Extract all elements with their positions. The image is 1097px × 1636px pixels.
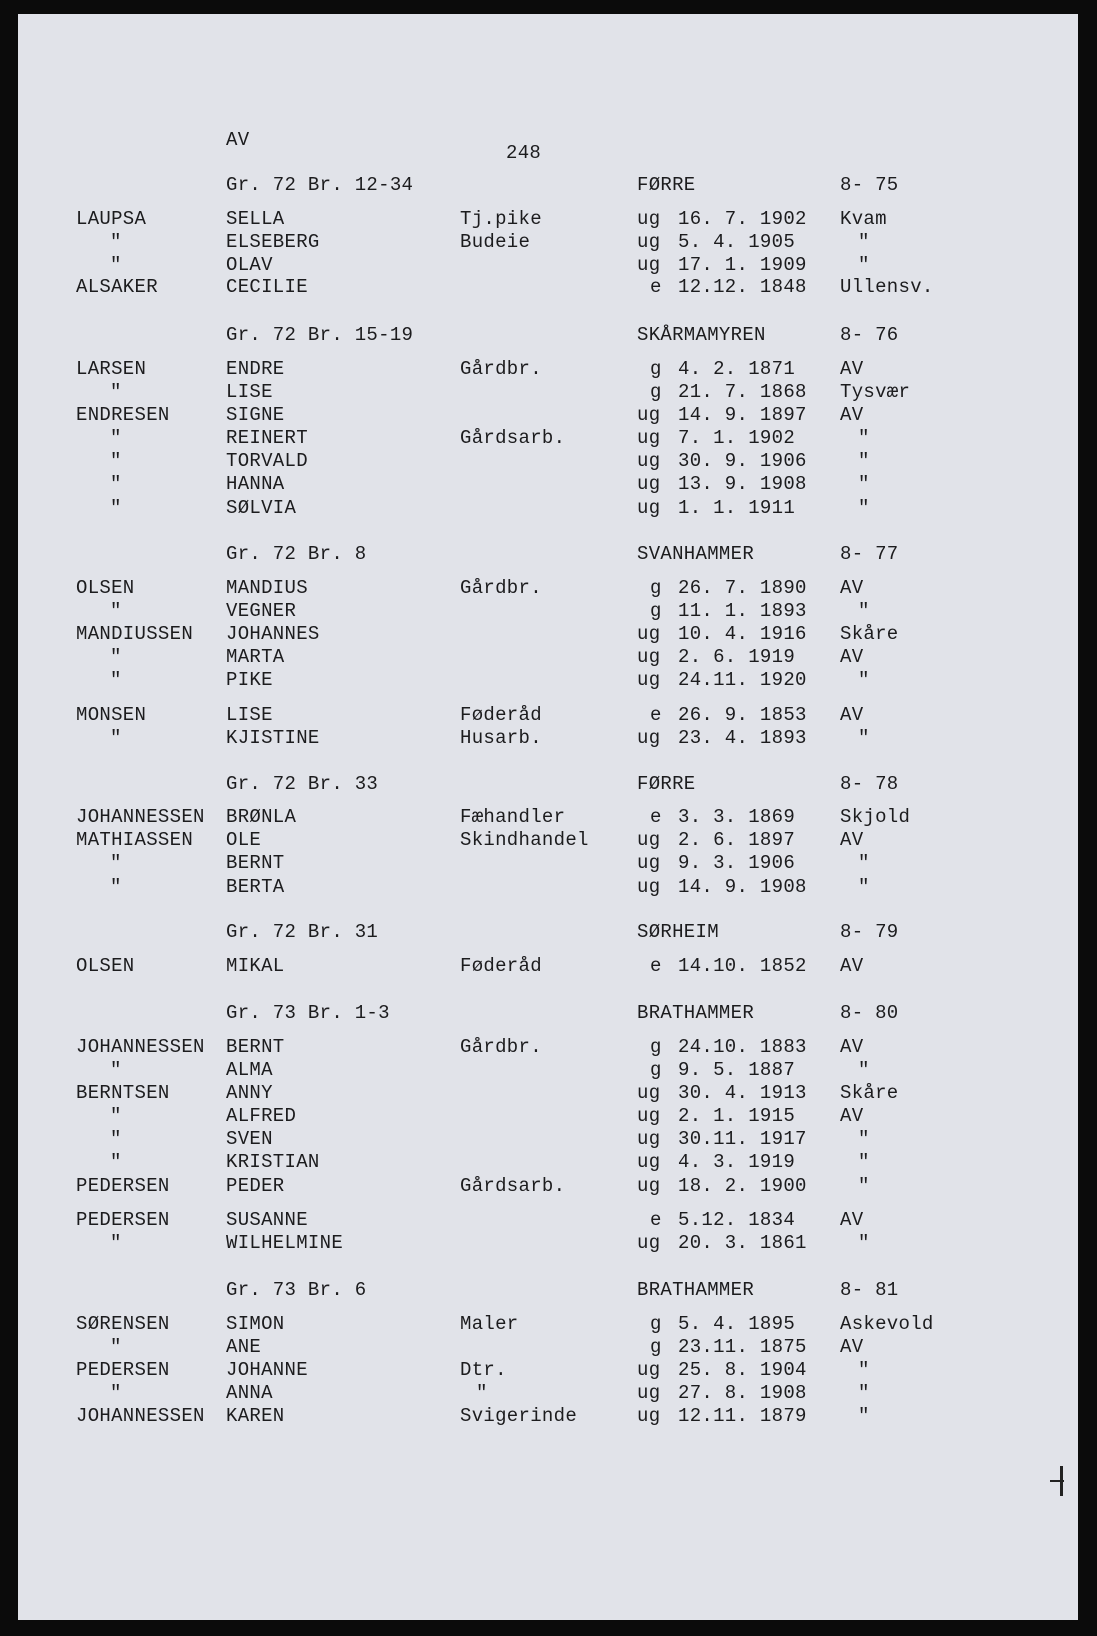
surname: MONSEN bbox=[76, 704, 147, 726]
birth-date: 2. 6. 1919 bbox=[678, 646, 796, 668]
surname: " bbox=[110, 1059, 122, 1081]
marital-status: ug bbox=[637, 1128, 661, 1150]
birth-date: 23. 4. 1893 bbox=[678, 727, 807, 749]
marital-status: g bbox=[650, 1036, 662, 1058]
household-ref: Gr. 72 Br. 31 bbox=[226, 921, 379, 943]
surname: " bbox=[110, 450, 122, 472]
surname: " bbox=[110, 1151, 122, 1173]
given-name: ENDRE bbox=[226, 358, 285, 380]
marital-status: ug bbox=[637, 852, 661, 874]
birth-date: 21. 7. 1868 bbox=[678, 381, 807, 403]
surname: PEDERSEN bbox=[76, 1209, 170, 1231]
given-name: KRISTIAN bbox=[226, 1151, 320, 1173]
birthplace: " bbox=[858, 727, 870, 749]
surname: OLSEN bbox=[76, 577, 135, 599]
given-name: TORVALD bbox=[226, 450, 308, 472]
marital-status: ug bbox=[637, 427, 661, 449]
surname: ENDRESEN bbox=[76, 404, 170, 426]
marital-status: ug bbox=[637, 1082, 661, 1104]
household-number: 8- 81 bbox=[840, 1279, 899, 1301]
birthplace: " bbox=[858, 876, 870, 898]
occupation: Føderåd bbox=[460, 704, 542, 726]
birthplace: AV bbox=[840, 358, 864, 380]
surname: " bbox=[110, 600, 122, 622]
surname: " bbox=[110, 1105, 122, 1127]
birth-date: 26. 7. 1890 bbox=[678, 577, 807, 599]
given-name: SIMON bbox=[226, 1313, 285, 1335]
given-name: ANNA bbox=[226, 1382, 273, 1404]
farm-name: BRATHAMMER bbox=[637, 1002, 755, 1024]
occupation: Skindhandel bbox=[460, 829, 589, 851]
birth-date: 12.12. 1848 bbox=[678, 276, 807, 298]
birth-date: 24.11. 1920 bbox=[678, 669, 807, 691]
farm-name: FØRRE bbox=[637, 773, 696, 795]
birth-date: 30. 9. 1906 bbox=[678, 450, 807, 472]
birthplace: AV bbox=[840, 646, 864, 668]
birth-date: 14. 9. 1908 bbox=[678, 876, 807, 898]
birthplace: " bbox=[858, 1175, 870, 1197]
occupation: Gårdsarb. bbox=[460, 1175, 566, 1197]
marital-status: ug bbox=[637, 450, 661, 472]
birth-date: 5.12. 1834 bbox=[678, 1209, 796, 1231]
farm-name: SKÅRMAMYREN bbox=[637, 324, 766, 346]
given-name: HANNA bbox=[226, 473, 285, 495]
marital-status: g bbox=[650, 381, 662, 403]
given-name: OLAV bbox=[226, 254, 273, 276]
marital-status: g bbox=[650, 1059, 662, 1081]
given-name: REINERT bbox=[226, 427, 308, 449]
marital-status: e bbox=[650, 1209, 662, 1231]
surname: PEDERSEN bbox=[76, 1175, 170, 1197]
given-name: JOHANNES bbox=[226, 623, 320, 645]
birth-date: 9. 3. 1906 bbox=[678, 852, 796, 874]
occupation: Maler bbox=[460, 1313, 519, 1335]
birth-date: 27. 8. 1908 bbox=[678, 1382, 807, 1404]
given-name: ELSEBERG bbox=[226, 231, 320, 253]
surname: " bbox=[110, 852, 122, 874]
birthplace: " bbox=[858, 254, 870, 276]
marital-status: g bbox=[650, 1336, 662, 1358]
marital-status: ug bbox=[637, 1105, 661, 1127]
margin-mark bbox=[1050, 1480, 1064, 1482]
surname: " bbox=[110, 473, 122, 495]
birth-date: 24.10. 1883 bbox=[678, 1036, 807, 1058]
birthplace: " bbox=[858, 1232, 870, 1254]
surname: JOHANNESSEN bbox=[76, 806, 205, 828]
household-number: 8- 79 bbox=[840, 921, 899, 943]
surname: JOHANNESSEN bbox=[76, 1405, 205, 1427]
marital-status: ug bbox=[637, 1382, 661, 1404]
birth-date: 13. 9. 1908 bbox=[678, 473, 807, 495]
household-number: 8- 80 bbox=[840, 1002, 899, 1024]
occupation: Svigerinde bbox=[460, 1405, 578, 1427]
given-name: PEDER bbox=[226, 1175, 285, 1197]
given-name: KJISTINE bbox=[226, 727, 320, 749]
birthplace: " bbox=[858, 1128, 870, 1150]
household-number: 8- 75 bbox=[840, 174, 899, 196]
occupation: " bbox=[476, 1382, 488, 1404]
given-name: BERTA bbox=[226, 876, 285, 898]
birthplace: " bbox=[858, 669, 870, 691]
farm-name: SØRHEIM bbox=[637, 921, 719, 943]
birth-date: 14. 9. 1897 bbox=[678, 404, 807, 426]
birth-date: 5. 4. 1905 bbox=[678, 231, 796, 253]
marital-status: ug bbox=[637, 473, 661, 495]
given-name: JOHANNE bbox=[226, 1359, 308, 1381]
surname: " bbox=[110, 1128, 122, 1150]
marital-status: ug bbox=[637, 646, 661, 668]
birthplace: Askevold bbox=[840, 1313, 934, 1335]
given-name: SØLVIA bbox=[226, 497, 297, 519]
occupation: Fæhandler bbox=[460, 806, 566, 828]
birthplace: AV bbox=[840, 1036, 864, 1058]
marital-status: ug bbox=[637, 829, 661, 851]
surname: BERNTSEN bbox=[76, 1082, 170, 1104]
page-number: 248 bbox=[506, 142, 542, 164]
marital-status: g bbox=[650, 358, 662, 380]
birth-date: 5. 4. 1895 bbox=[678, 1313, 796, 1335]
birth-date: 11. 1. 1893 bbox=[678, 600, 807, 622]
household-ref: Gr. 72 Br. 33 bbox=[226, 773, 379, 795]
birthplace: Skjold bbox=[840, 806, 911, 828]
surname: " bbox=[110, 876, 122, 898]
marital-status: ug bbox=[637, 1175, 661, 1197]
marital-status: e bbox=[650, 955, 662, 977]
surname: LAUPSA bbox=[76, 208, 147, 230]
surname: " bbox=[110, 1336, 122, 1358]
birthplace: " bbox=[858, 1382, 870, 1404]
birth-date: 26. 9. 1853 bbox=[678, 704, 807, 726]
birth-date: 23.11. 1875 bbox=[678, 1336, 807, 1358]
given-name: SVEN bbox=[226, 1128, 273, 1150]
birthplace: " bbox=[858, 1151, 870, 1173]
birth-date: 9. 5. 1887 bbox=[678, 1059, 796, 1081]
marital-status: ug bbox=[637, 1232, 661, 1254]
birthplace: AV bbox=[840, 829, 864, 851]
birthplace: " bbox=[858, 231, 870, 253]
birthplace: AV bbox=[840, 1105, 864, 1127]
marital-status: ug bbox=[637, 208, 661, 230]
surname: " bbox=[110, 669, 122, 691]
birthplace: " bbox=[858, 473, 870, 495]
given-name: ANE bbox=[226, 1336, 262, 1358]
given-name: BERNT bbox=[226, 1036, 285, 1058]
household-ref: Gr. 72 Br. 8 bbox=[226, 543, 367, 565]
farm-name: SVANHAMMER bbox=[637, 543, 755, 565]
birth-date: 18. 2. 1900 bbox=[678, 1175, 807, 1197]
birthplace: AV bbox=[840, 404, 864, 426]
surname: MATHIASSEN bbox=[76, 829, 194, 851]
given-name: WILHELMINE bbox=[226, 1232, 344, 1254]
surname: LARSEN bbox=[76, 358, 147, 380]
occupation: Gårdsarb. bbox=[460, 427, 566, 449]
marital-status: ug bbox=[637, 1151, 661, 1173]
surname: " bbox=[110, 497, 122, 519]
surname: " bbox=[110, 427, 122, 449]
marital-status: g bbox=[650, 1313, 662, 1335]
marital-status: ug bbox=[637, 1405, 661, 1427]
given-name: BERNT bbox=[226, 852, 285, 874]
occupation: Gårdbr. bbox=[460, 1036, 542, 1058]
household-ref: Gr. 72 Br. 15-19 bbox=[226, 324, 414, 346]
occupation: Gårdbr. bbox=[460, 577, 542, 599]
birthplace: AV bbox=[840, 1336, 864, 1358]
birthplace: AV bbox=[840, 1209, 864, 1231]
occupation: Gårdbr. bbox=[460, 358, 542, 380]
given-name: SIGNE bbox=[226, 404, 285, 426]
occupation: Tj.pike bbox=[460, 208, 542, 230]
birth-date: 1. 1. 1911 bbox=[678, 497, 796, 519]
surname: JOHANNESSEN bbox=[76, 1036, 205, 1058]
surname: " bbox=[110, 727, 122, 749]
birthplace: " bbox=[858, 450, 870, 472]
parish-label: AV bbox=[226, 129, 250, 151]
given-name: LISE bbox=[226, 381, 273, 403]
marital-status: ug bbox=[637, 669, 661, 691]
given-name: VEGNER bbox=[226, 600, 297, 622]
birth-date: 14.10. 1852 bbox=[678, 955, 807, 977]
birthplace: " bbox=[858, 497, 870, 519]
birth-date: 2. 1. 1915 bbox=[678, 1105, 796, 1127]
birthplace: Skåre bbox=[840, 623, 899, 645]
birth-date: 4. 3. 1919 bbox=[678, 1151, 796, 1173]
marital-status: ug bbox=[637, 254, 661, 276]
surname: " bbox=[110, 381, 122, 403]
given-name: ALMA bbox=[226, 1059, 273, 1081]
surname: SØRENSEN bbox=[76, 1313, 170, 1335]
marital-status: g bbox=[650, 577, 662, 599]
marital-status: e bbox=[650, 704, 662, 726]
birth-date: 10. 4. 1916 bbox=[678, 623, 807, 645]
surname: PEDERSEN bbox=[76, 1359, 170, 1381]
birth-date: 2. 6. 1897 bbox=[678, 829, 796, 851]
given-name: ANNY bbox=[226, 1082, 273, 1104]
surname: " bbox=[110, 1382, 122, 1404]
marital-status: ug bbox=[637, 876, 661, 898]
marital-status: ug bbox=[637, 497, 661, 519]
birth-date: 3. 3. 1869 bbox=[678, 806, 796, 828]
birth-date: 12.11. 1879 bbox=[678, 1405, 807, 1427]
birthplace: AV bbox=[840, 955, 864, 977]
household-ref: Gr. 73 Br. 6 bbox=[226, 1279, 367, 1301]
marital-status: ug bbox=[637, 1359, 661, 1381]
birthplace: Skåre bbox=[840, 1082, 899, 1104]
given-name: MARTA bbox=[226, 646, 285, 668]
birthplace: AV bbox=[840, 577, 864, 599]
occupation: Budeie bbox=[460, 231, 531, 253]
household-number: 8- 77 bbox=[840, 543, 899, 565]
birth-date: 25. 8. 1904 bbox=[678, 1359, 807, 1381]
birthplace: Tysvær bbox=[840, 381, 911, 403]
household-ref: Gr. 73 Br. 1-3 bbox=[226, 1002, 390, 1024]
marital-status: ug bbox=[637, 231, 661, 253]
given-name: MANDIUS bbox=[226, 577, 308, 599]
occupation: Husarb. bbox=[460, 727, 542, 749]
surname: ALSAKER bbox=[76, 276, 158, 298]
birthplace: " bbox=[858, 600, 870, 622]
marital-status: g bbox=[650, 600, 662, 622]
marital-status: ug bbox=[637, 727, 661, 749]
household-number: 8- 76 bbox=[840, 324, 899, 346]
given-name: OLE bbox=[226, 829, 262, 851]
occupation: Føderåd bbox=[460, 955, 542, 977]
surname: " bbox=[110, 254, 122, 276]
given-name: ALFRED bbox=[226, 1105, 297, 1127]
farm-name: FØRRE bbox=[637, 174, 696, 196]
given-name: BRØNLA bbox=[226, 806, 297, 828]
occupation: Dtr. bbox=[460, 1359, 507, 1381]
farm-name: BRATHAMMER bbox=[637, 1279, 755, 1301]
birthplace: " bbox=[858, 852, 870, 874]
given-name: LISE bbox=[226, 704, 273, 726]
birth-date: 20. 3. 1861 bbox=[678, 1232, 807, 1254]
marital-status: ug bbox=[637, 623, 661, 645]
household-number: 8- 78 bbox=[840, 773, 899, 795]
given-name: SUSANNE bbox=[226, 1209, 308, 1231]
marital-status: ug bbox=[637, 404, 661, 426]
birth-date: 16. 7. 1902 bbox=[678, 208, 807, 230]
given-name: SELLA bbox=[226, 208, 285, 230]
birth-date: 17. 1. 1909 bbox=[678, 254, 807, 276]
marital-status: e bbox=[650, 806, 662, 828]
birth-date: 4. 2. 1871 bbox=[678, 358, 796, 380]
surname: " bbox=[110, 646, 122, 668]
birthplace: Ullensv. bbox=[840, 276, 934, 298]
surname: OLSEN bbox=[76, 955, 135, 977]
surname: " bbox=[110, 1232, 122, 1254]
surname: " bbox=[110, 231, 122, 253]
birthplace: " bbox=[858, 1405, 870, 1427]
birth-date: 30.11. 1917 bbox=[678, 1128, 807, 1150]
household-ref: Gr. 72 Br. 12-34 bbox=[226, 174, 414, 196]
birthplace: " bbox=[858, 1359, 870, 1381]
birthplace: " bbox=[858, 427, 870, 449]
given-name: CECILIE bbox=[226, 276, 308, 298]
given-name: PIKE bbox=[226, 669, 273, 691]
birth-date: 30. 4. 1913 bbox=[678, 1082, 807, 1104]
marital-status: e bbox=[650, 276, 662, 298]
birthplace: AV bbox=[840, 704, 864, 726]
birthplace: " bbox=[858, 1059, 870, 1081]
given-name: KAREN bbox=[226, 1405, 285, 1427]
given-name: MIKAL bbox=[226, 955, 285, 977]
birthplace: Kvam bbox=[840, 208, 887, 230]
surname: MANDIUSSEN bbox=[76, 623, 194, 645]
birth-date: 7. 1. 1902 bbox=[678, 427, 796, 449]
